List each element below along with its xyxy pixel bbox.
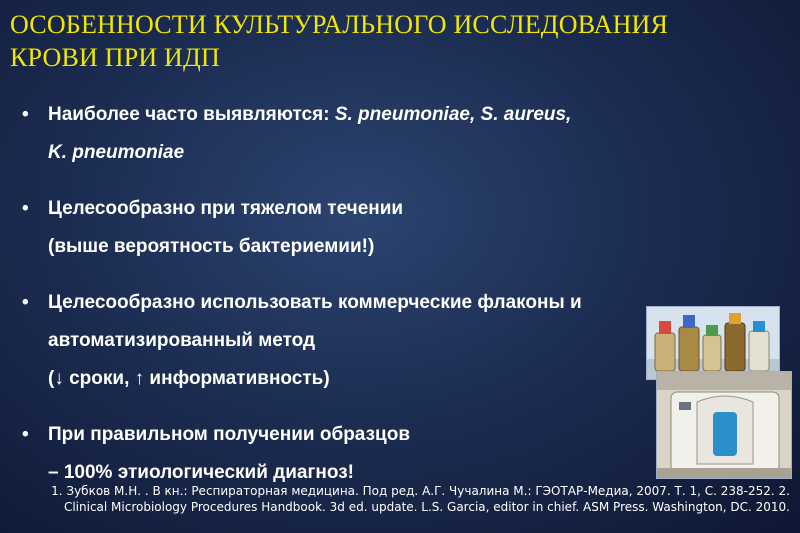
- references-footnote: 1. Зубков М.Н. . В кн.: Респираторная медицина. Под ред. А.Г. Чучалина М.: ГЭОТАР-Медиа, 2007. Т. 1, С. 238-252. 2. Clinical Microbiology Procedures Handbook. 3d ed. update. L.S. Garcia, editor in chief. ASM Press. Washington, DC. 2010.: [51, 484, 790, 514]
- bullet-marker: •: [22, 424, 29, 445]
- bullet-line: Целесообразно при тяжелом течении: [48, 198, 404, 219]
- bullet-list: [22, 96, 742, 510]
- culture-bottles-image: [646, 306, 780, 380]
- bullet-line: (выше вероятность бактериемии!): [48, 236, 375, 257]
- bullet-line: При правильном получении образцов: [48, 424, 411, 445]
- slide-title: [10, 8, 790, 74]
- bullet-marker: •: [22, 104, 29, 125]
- bullet-marker: •: [22, 198, 29, 219]
- bullet-item-samples: [22, 416, 742, 492]
- bullet-item-bacteria: [22, 96, 742, 172]
- bullet-line: [48, 96, 742, 134]
- bullet-line: (↓ сроки, ↑ информативность): [48, 368, 330, 389]
- title-line-1: ОСОБЕННОСТИ КУЛЬТУРАЛЬНОГО ИССЛЕДОВАНИЯ: [10, 10, 669, 39]
- bullet-text: Наиболее часто выявляются:: [48, 104, 335, 125]
- bullet-item-automated: [22, 284, 742, 398]
- pathogen-names: S. pneumoniae, S. aureus,: [334, 104, 572, 125]
- bullet-marker: •: [22, 292, 29, 313]
- title-line-2: КРОВИ ПРИ ИДП: [10, 43, 220, 72]
- pathogen-name: K. pneumoniae: [48, 142, 185, 163]
- bullet-line: Целесообразно использовать коммерческие флаконы и: [48, 292, 582, 313]
- bullet-line: автоматизированный метод: [48, 330, 316, 351]
- bullet-item-severe: [22, 190, 742, 266]
- bullet-line: – 100% этиологический диагноз!: [48, 462, 354, 483]
- analyzer-device-image: [656, 371, 792, 479]
